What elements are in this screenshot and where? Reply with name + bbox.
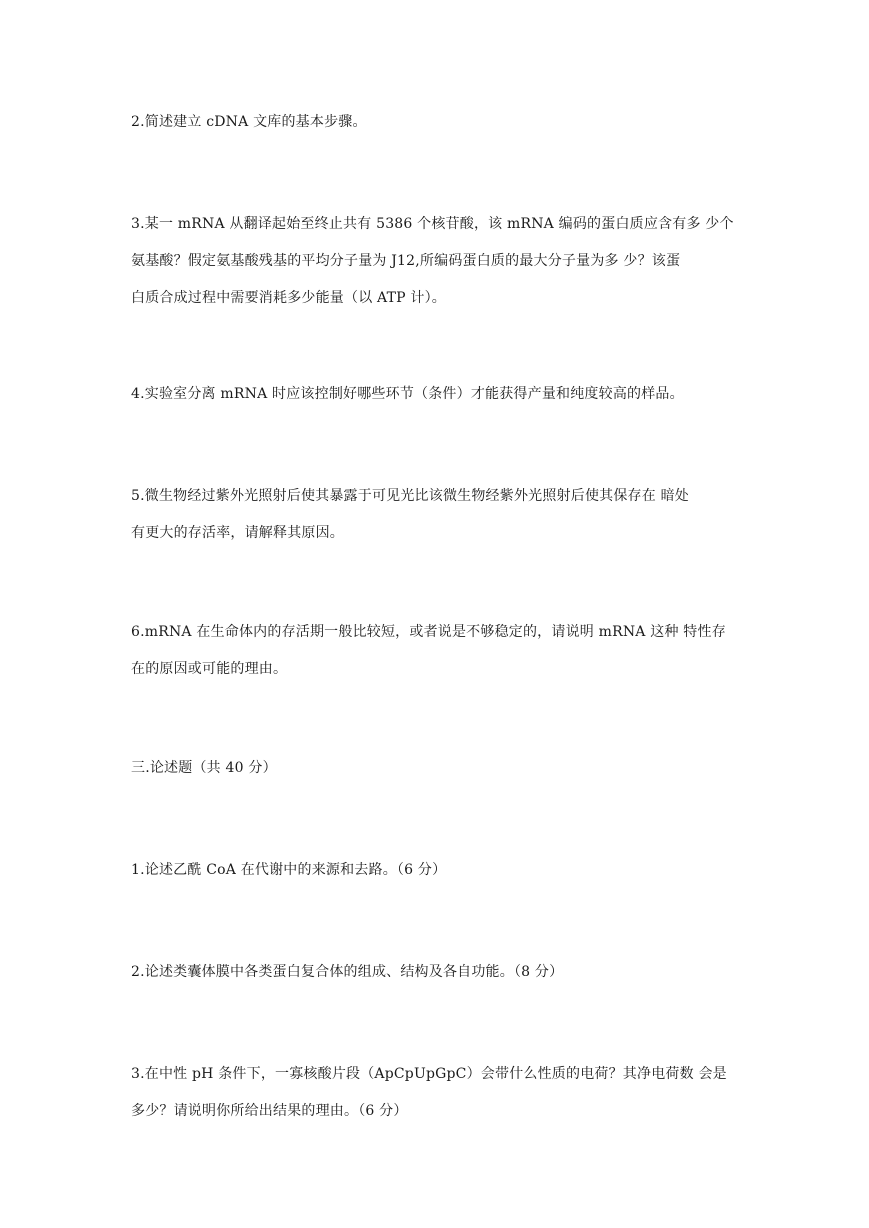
question-5 — [131, 478, 751, 552]
essay-question-3 — [131, 1056, 751, 1130]
question-6 — [131, 614, 751, 688]
question-line: 在的原因或可能的理由。 — [131, 661, 288, 677]
question-line: 多少？请说明你所给出结果的理由。（6 分） — [131, 1103, 408, 1119]
question-line: 5.微生物经过紫外光照射后使其暴露于可见光比该微生物经紫外光照射后使其保存在 暗处 — [131, 488, 690, 504]
question-line: 1.论述乙酰 CoA 在代谢中的来源和去路。（6 分） — [131, 862, 447, 878]
question-line: 3.某一 mRNA 从翻译起始至终止共有 5386 个核苷酸，该 mRNA 编码的蛋白质应含有多 少个 — [131, 216, 734, 232]
question-line: 6.mRNA 在生命体内的存活期一般比较短，或者说是不够稳定的，请说明 mRNA 这种 特性存 — [131, 624, 726, 640]
question-line: 氨基酸？假定氨基酸残基的平均分子量为 J12,所编码蛋白质的最大分子量为多 少？该蛋 — [131, 253, 681, 269]
question-line: 4.实验室分离 mRNA 时应该控制好哪些环节（条件）才能获得产量和纯度较高的样品。 — [131, 386, 684, 402]
question-line: 2.简述建立 cDNA 文库的基本步骤。 — [131, 114, 367, 130]
section-heading: 三.论述题（共 40 分） — [131, 760, 277, 776]
question-line: 白质合成过程中需要消耗多少能量（以 ATP 计）。 — [131, 290, 447, 306]
essay-question-1 — [131, 852, 751, 889]
question-2 — [131, 104, 751, 141]
essay-question-2 — [131, 954, 751, 991]
question-3 — [131, 206, 751, 317]
question-line: 3.在中性 pH 条件下，一寡核酸片段（ApCpUpGpC）会带什么性质的电荷？其净电荷数 会是 — [131, 1066, 727, 1082]
section-three-heading — [131, 750, 751, 787]
question-4 — [131, 376, 751, 413]
question-line: 有更大的存活率，请解释其原因。 — [131, 525, 344, 541]
question-line: 2.论述类囊体膜中各类蛋白复合体的组成、结构及各自功能。（8 分） — [131, 964, 564, 980]
